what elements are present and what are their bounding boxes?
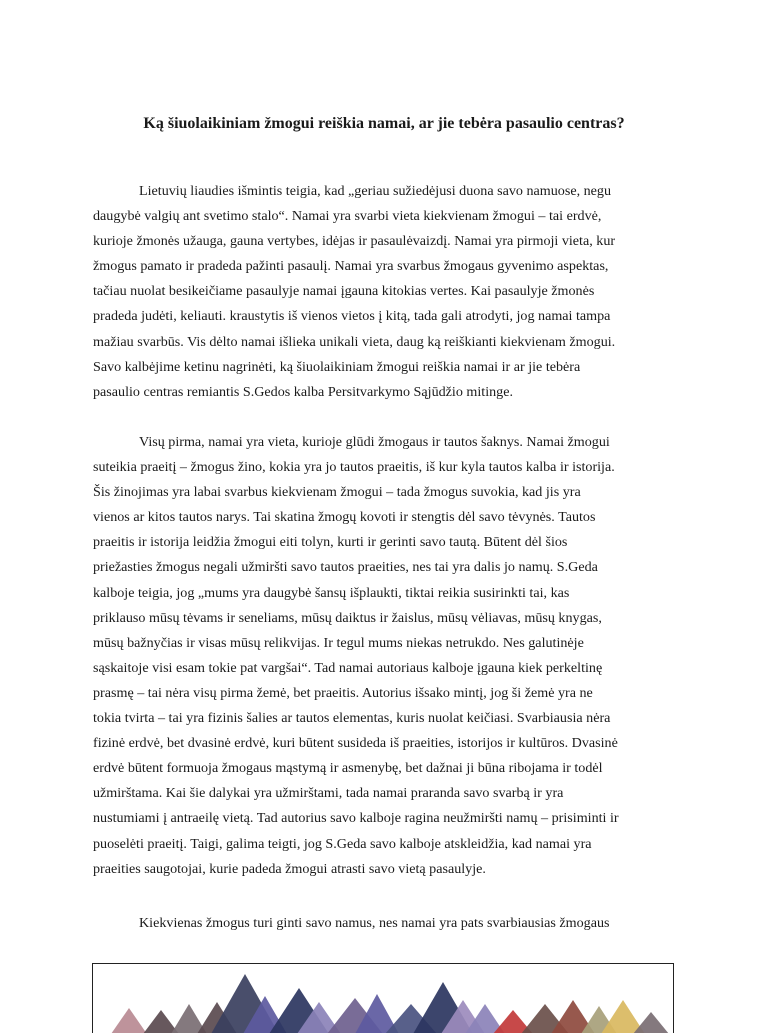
paragraph-line: priklauso mūsų tėvams ir seneliams, mūsų daiktus ir žaislus, mūsų vėliavas, mūsų knygas, (93, 609, 602, 626)
mountain-triangle (111, 1008, 147, 1033)
paragraph-line: Visų pirma, namai yra vieta, kurioje glūdi žmogaus ir tautos šaknys. Namai žmogui (139, 434, 610, 450)
paragraph-line: praeities saugotojai, kurie padeda žmogui atrasti savo vietą pasaulyje. (93, 860, 486, 877)
paragraph-line: mūsų bažnyčias ir visas mūsų relikvijas. Ir tegul mums niekas netrukdo. Nes galutinėje (93, 634, 584, 651)
paragraph-line: pasaulio centras remiantis S.Gedos kalba Persitvarkymo Sąjūdžio mitinge. (93, 383, 513, 400)
paragraph-line: sąskaitoje visi esam tokie pat vargšai“. Tad namai autoriaus kalboje įgauna kiek perkeltinę (93, 659, 603, 676)
document-title: Ką šiuolaikiniam žmogui reiškia namai, ar jie tebėra pasaulio centras? (143, 115, 625, 132)
paragraph-line: fizinė erdvė, bet dvasinė erdvė, kuri būtent susideda iš praeities, istorijos ir kultūros. Dvasinė (93, 735, 618, 752)
paragraph-line: priežasties žmogus negali užmiršti savo tautos praeities, nes tai yra dalis jo namų. S.Geda (93, 559, 598, 576)
paragraph-line: kalboje teigia, jog „mums yra daugybė šansų išplaukti, tiktai reikia susirinkti tai, kas (93, 584, 570, 601)
paragraph-line: tokia tvirta – tai yra fizinis šalies ar tautos elementas, kuris nuolat keičiasi. Svarbiausia nėra (93, 710, 611, 727)
paragraph-line: puoselėti praeitį. Taigi, galima teigti, jog S.Geda savo kalboje atskleidžia, kad namai yra (93, 835, 592, 852)
decorative-mountain-banner (92, 963, 674, 1033)
paragraph-line: suteikia praeitį – žmogus žino, kokia yra jo tautos praeitis, iš kur kyla tautos kalba ir istorija. (93, 459, 615, 476)
mountain-triangle (633, 1012, 669, 1033)
paragraph-line: daugybė valgių ant svetimo stalo“. Namai yra svarbi vieta kiekvienam žmogui – tai erdvė, (93, 208, 602, 225)
paragraph-line: nustumiami į antraeilę vietą. Tad autorius savo kalboje ragina neužmiršti namų – prisiminti ir (93, 810, 619, 827)
paragraph-line: praeitis ir istorija leidžia žmogui eiti tolyn, kurti ir gerinti savo tautą. Būtent dėl šios (93, 534, 568, 551)
paragraph-line: vienos ar kitos tautos narys. Tai skatina žmogų kovoti ir stengtis dėl savo tėvynės. Tautos (93, 509, 596, 526)
paragraph-line: užmirštama. Kai šie dalykai yra užmirštami, tada namai praranda savo svarbą ir yra (93, 785, 564, 802)
paragraph-line: žmogus pamato ir pradeda pažinti pasaulį. Namai yra svarbus žmogaus gyvenimo aspektas, (93, 258, 609, 275)
paragraph-line: erdvė būtent formuoja žmogaus mąstymą ir asmenybę, bet dažnai ji būna ribojama ir todėl (93, 760, 603, 777)
paragraph-3 (93, 911, 673, 936)
paragraph-line: pradeda judėti, keliauti. kraustytis iš vienos vietos į kitą, tada gali atrodyti, jog namai tampa (93, 308, 611, 325)
paragraph-line: Savo kalbėjime ketinu nagrinėti, ką šiuolaikiniam žmogui reiškia namai ir ar jie tebėra (93, 358, 581, 375)
paragraph-1 (93, 179, 673, 405)
paragraph-line: Kiekvienas žmogus turi ginti savo namus, nes namai yra pats svarbiausias žmogaus (139, 915, 610, 931)
paragraph-line: kurioje žmonės užauga, gauna vertybes, idėjas ir pasaulėvaizdį. Namai yra pirmoji vieta, kur (93, 233, 616, 250)
paragraph-line: Lietuvių liaudies išmintis teigia, kad „geriau sužiedėjusi duona savo namuose, negu (139, 183, 612, 199)
paragraph-line: mažiau svarbūs. Vis dėlto namai išlieka unikali vieta, daug ką reiškianti kiekvienam žmogui. (93, 333, 616, 350)
paragraph-2 (93, 430, 673, 882)
mountain-pattern-graphic (93, 964, 674, 1033)
mountain-triangle (143, 1010, 179, 1033)
paragraph-line: Šis žinojimas yra labai svarbus kiekvienam žmogui – tada žmogus suvokia, kad jis yra (93, 484, 581, 501)
paragraph-line: prasmę – tai nėra visų pirma žemė, bet praeitis. Autorius išsako mintį, jog ši žemė yra ne (93, 684, 593, 701)
paragraph-line: tačiau nuolat besikeičiame pasaulyje namai įgauna kitokias vertes. Kai pasaulyje žmonės (93, 283, 595, 300)
